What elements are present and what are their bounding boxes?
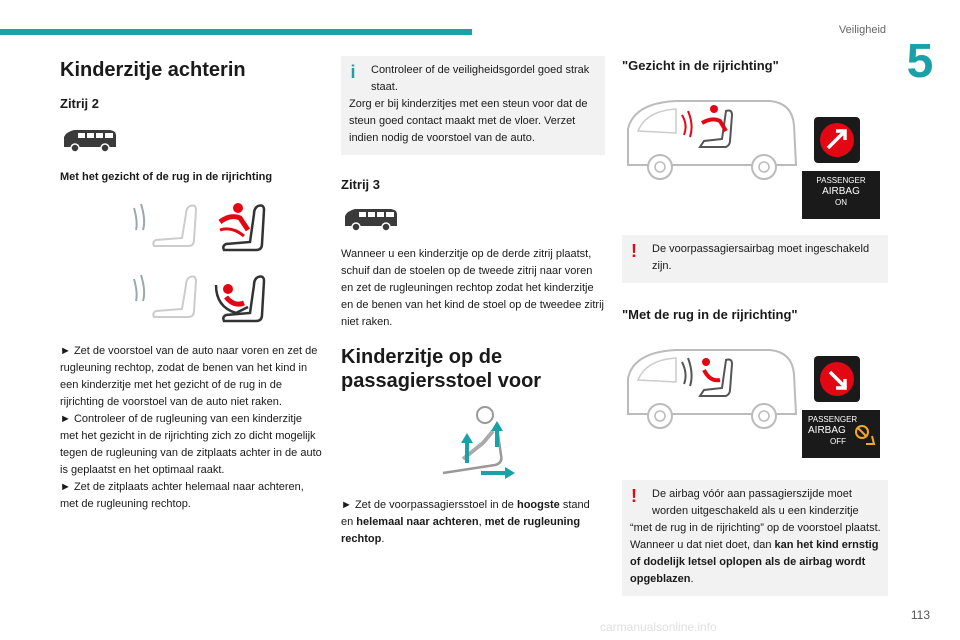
airbag-on-indicator	[802, 171, 880, 219]
front-bullet-text-3: ,	[478, 516, 485, 528]
airbag-off-label-1: PASSENGER	[808, 415, 858, 424]
chapter-number: 5	[906, 35, 934, 88]
warning-2-end: .	[690, 573, 694, 585]
front-bullet-bold-1: hoogste	[516, 499, 560, 511]
rearward-airbag-illustration	[622, 330, 888, 446]
van-icon	[341, 204, 401, 234]
airbag-switch-off-icon	[814, 356, 860, 402]
front-bullet-text-2: stand en	[341, 499, 590, 528]
warning-2-first: De airbag vóór aan passagierszijde moet worden uitgeschakeld als u een kinderzitje	[652, 488, 859, 517]
info-box	[341, 56, 605, 155]
airbag-on-label-3: ON	[835, 198, 847, 207]
section-title: Veiligheid	[838, 24, 886, 36]
airbag-on-label-2: AIRBAG	[822, 186, 860, 197]
airbag-off-seat-icon	[854, 424, 876, 446]
forward-airbag-illustration	[622, 81, 888, 207]
forward-seat-illustration	[60, 195, 322, 257]
warning-icon: !	[631, 486, 637, 506]
warning-2-text: “met de rug in de rijrichting” op de voorstoel plaatst. Wanneer u dat niet doet, dan	[630, 522, 881, 551]
front-bullet-text: ► Zet de voorpassagiersstoel in de	[341, 499, 517, 511]
airbag-switch-on-icon	[814, 117, 860, 163]
col1-bullets	[60, 343, 322, 513]
front-bullet-end: .	[381, 533, 385, 545]
front-bullet-bold-3: met de rugleuning rechtop	[341, 516, 581, 545]
front-bullet-bold-2: helemaal naar achteren	[356, 516, 479, 528]
warning-icon: !	[631, 241, 637, 261]
rearward-seat-illustration	[60, 267, 322, 327]
row-2-heading: Zitrij 2	[60, 96, 100, 111]
front-seat-bullet	[341, 497, 605, 548]
rearward-facing-heading: "Met de rug in de rijrichting"	[622, 307, 798, 322]
watermark: carmanualsonline.info	[600, 620, 717, 634]
front-seat-title: Kinderzitje op de passagiersstoel voor	[341, 346, 542, 392]
header-accent-bar	[0, 29, 472, 35]
info-rest: Zorg er bij kinderzitjes met een steun voor dat de steun goed contact maakt met de vloer. Verzet indien nodig de voorstoel van de auto.	[349, 98, 588, 144]
bullet-2: ► Controleer of de rugleuning van een kinderzitje met het gezicht in de rijrichting zich zo dicht mogelijk tegen de rugleuning van de zitplaats achter in de auto is geplaatst en het optimaal raakt.	[60, 413, 322, 476]
column-1	[60, 52, 322, 513]
van-icon	[60, 125, 120, 155]
warning-2-bold: kan het kind ernstig of dodelijk letsel oplopen als de airbag wordt opgeblazen	[630, 539, 879, 585]
bullet-3: ► Zet de zitplaats achter helemaal naar achteren, met de rugleuning rechtop.	[60, 481, 304, 510]
warning-box-2	[622, 480, 888, 596]
facing-heading: Met het gezicht of de rug in de rijrichting	[60, 171, 273, 183]
airbag-off-indicator	[802, 410, 880, 458]
column-2	[341, 52, 605, 548]
column-3	[622, 52, 888, 596]
info-icon: i	[350, 62, 356, 82]
warning-box-1	[622, 235, 888, 283]
van-side-rearward-icon	[624, 344, 800, 434]
warning-2-rest	[630, 520, 882, 588]
page-number: 113	[910, 608, 930, 622]
airbag-off-label-2: AIRBAG	[808, 425, 846, 436]
van-side-forward-icon	[624, 95, 800, 185]
warning-1-text: De voorpassagiersairbag moet ingeschakeld zijn.	[652, 243, 870, 272]
page-title: Kinderzitje achterin	[60, 59, 246, 81]
airbag-on-label-1: PASSENGER	[816, 176, 866, 185]
row-3-text: Wanneer u een kinderzitje op de derde zitrij plaatst, schuif dan de stoelen op de tweede zitrij naar voren en zet de rugleuningen rechtop zodat het kinderzitje en de benen van het kind de stoel op de tweedee zitrij niet raken.	[341, 248, 604, 328]
bullet-1: ► Zet de voorstoel van de auto naar voren en zet de rugleuning rechtop, zodat de benen van het kind in een kinderzitje met het gezicht of de rug in de rijrichting de voorstoel van de auto niet raken.	[60, 345, 318, 408]
front-seat-adjust-illustration	[341, 403, 605, 483]
forward-facing-heading: "Gezicht in de rijrichting"	[622, 58, 779, 73]
row-3-heading: Zitrij 3	[341, 177, 381, 192]
info-first-line: Controleer of de veiligheidsgordel goed strak staat.	[371, 64, 590, 93]
airbag-off-label-3: OFF	[830, 437, 846, 446]
